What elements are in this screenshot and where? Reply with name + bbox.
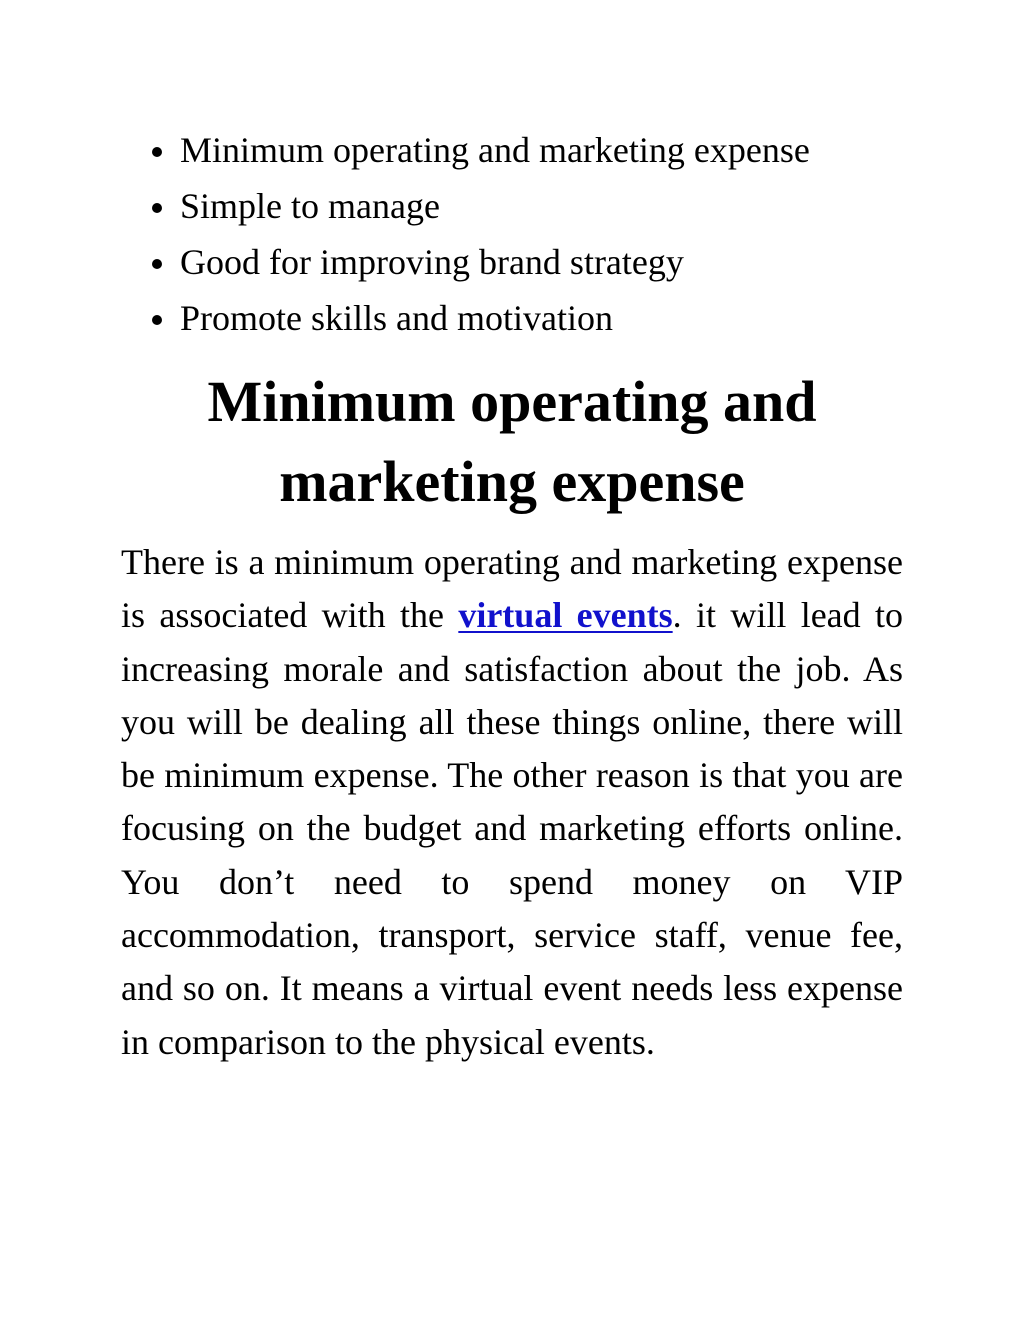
paragraph-text-end: . it will lead to increasing morale and satisfaction about the job. As you will be dealing all these things online, there will be minimum expense. The other reason is that you are focusing on the budget and marketing efforts online. You don’t need to spend money on VIP accommodation, transport, service staff, venue fee, and so on. It means a virtual event needs less expense in comparison to the physical events. — [121, 595, 904, 1062]
section-heading-line-2: marketing expense — [279, 449, 745, 514]
body-paragraph — [121, 536, 903, 1069]
list-item — [148, 234, 928, 290]
bullet-icon — [152, 147, 162, 157]
list-item-text: Good for improving brand strategy — [180, 242, 684, 282]
paragraph-text-start: There is a minimum operating and marketing expense is associated with the — [121, 542, 903, 636]
list-item — [148, 122, 928, 178]
section-heading — [120, 362, 904, 522]
section-heading-line-1: Minimum operating and — [207, 369, 817, 434]
virtual-events-link[interactable]: virtual events — [458, 595, 673, 636]
benefits-list — [148, 122, 928, 346]
bullet-icon — [152, 315, 162, 325]
list-item-text: Minimum operating and marketing expense — [180, 130, 810, 170]
list-item-text: Promote skills and motivation — [180, 298, 613, 338]
list-item-text: Simple to manage — [180, 186, 440, 226]
list-item — [148, 290, 928, 346]
bullet-icon — [152, 259, 162, 269]
list-item — [148, 178, 928, 234]
bullet-icon — [152, 203, 162, 213]
